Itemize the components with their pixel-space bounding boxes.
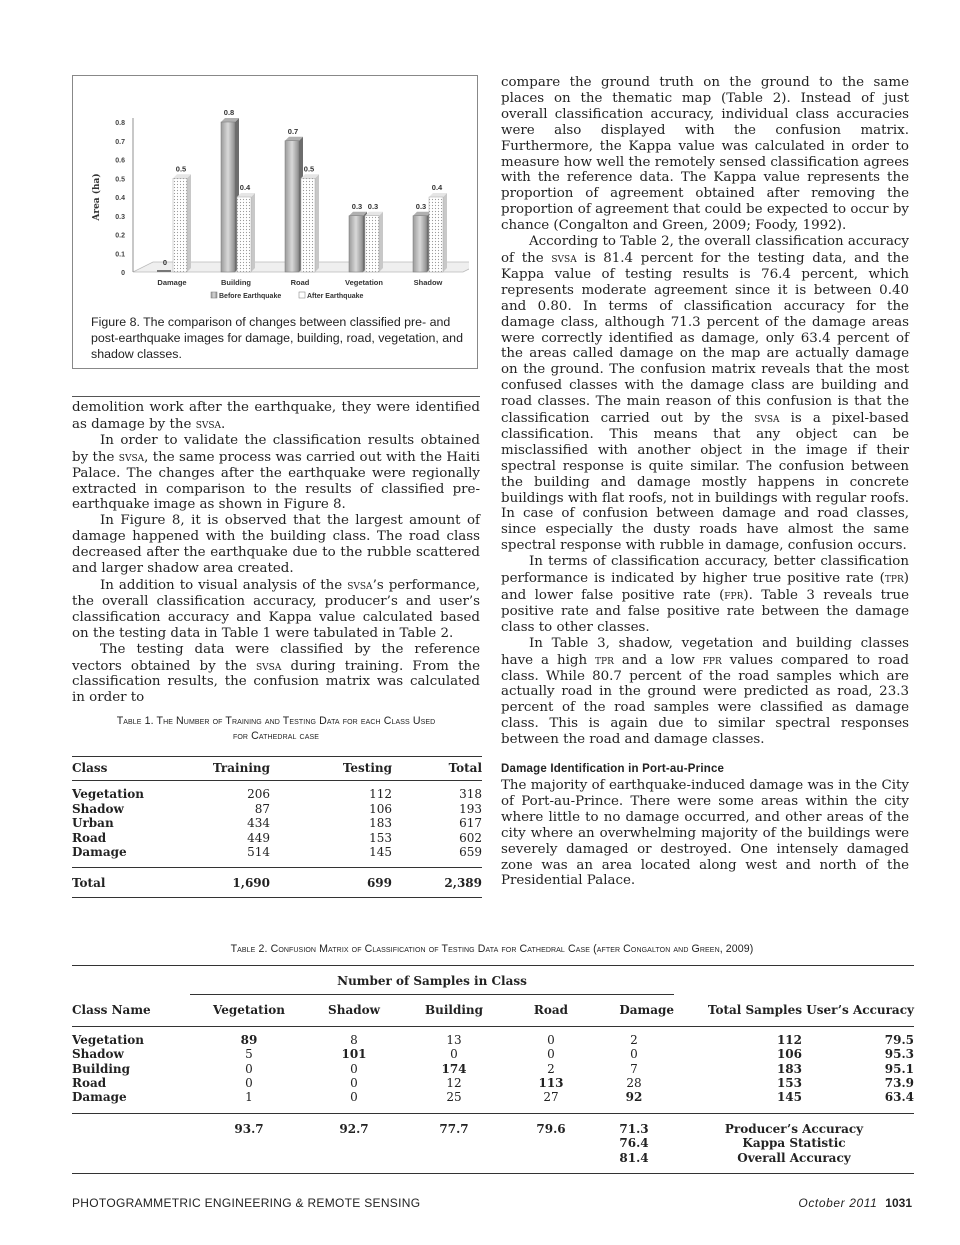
table-cell: 92 <box>625 1090 643 1105</box>
bar <box>413 216 427 272</box>
table-cell: 174 <box>441 1061 467 1076</box>
paragraph: In Figure 8, it is observed that the largest amount of damage happened with the building class. The road class decreased after the earthquake due to the rubble scattered and larger shadow area created. <box>72 513 480 577</box>
table-cell <box>400 1136 508 1150</box>
table-row <box>72 831 482 845</box>
table-row <box>72 802 482 816</box>
table-row <box>72 1047 914 1061</box>
table-cell: 12 <box>446 1076 462 1091</box>
bar-side <box>443 193 447 272</box>
table-cell: Damage <box>72 845 127 860</box>
bar <box>221 122 235 272</box>
table-header: Shadow <box>328 1003 380 1018</box>
table-cell: 112 <box>776 1032 802 1047</box>
paragraph: According to Table 2, the overall classification accuracy of the svsa is 81.4 percent for the testing data, and the Kappa value of testing results is 76.4 percent, which represents moderate agreement since it is between 0.40 and 0.80. In terms of classification accuracy for the damage class, although 71.3 percent of the damage areas were correctly identified as damage, only 63.4 percent of the areas called damage on the map are actually damage on the ground. The confusion matrix reveals that the most confused classes with the damage class are building and road classes. The main reason of this confusion is that the classification carried out by the svsa is a pixel-based classification. This means that any object can be misclassified with another object in the image if their spectral response is quite similar. The confusion between the building and damage mostly happens in concrete buildings with flat roofs, not in buildings with regular roofs. In case of confusion between damage and road classes, since especially the dusty roads have almost the same spectral response with rubble in damage, confusion occurs. <box>501 234 909 554</box>
table-cell: Shadow <box>72 1047 124 1062</box>
table-cell: 95.1 <box>884 1061 914 1076</box>
table-header: Damage <box>619 1003 674 1018</box>
table-cell: 7 <box>630 1061 638 1076</box>
table-cell: 81.4 <box>619 1150 649 1165</box>
paragraph: The testing data were classified by the reference vectors obtained by the svsa during training. From the classification results, the confusion matrix was calculated in order to <box>72 641 480 706</box>
table-cell: 79.6 <box>536 1121 566 1136</box>
table-cell: 92.7 <box>339 1121 369 1136</box>
table-cell: 617 <box>459 816 482 831</box>
table-cell <box>308 1151 400 1174</box>
table-cell <box>508 1136 594 1150</box>
table2-body <box>72 1026 914 1173</box>
table1-caption: Table 1. The Number of Training and Testing Data for each Class Used for Cathedral case <box>116 715 436 742</box>
table-cell: 77.7 <box>439 1121 469 1136</box>
table-cell <box>72 1136 190 1150</box>
table-cell: 2 <box>630 1032 638 1047</box>
data-label: 0.3 <box>415 201 427 211</box>
table-cell: 73.9 <box>884 1076 914 1091</box>
paragraph: demolition work after the earthquake, they were identified as damage by the svsa. <box>72 400 480 432</box>
table-header: Vegetation <box>212 1003 286 1018</box>
table-cell: Urban <box>72 816 114 831</box>
table-cell: 514 <box>247 845 270 860</box>
table-cell: 449 <box>247 830 270 845</box>
table-cell <box>400 1151 508 1174</box>
table-cell: 1 <box>245 1090 253 1105</box>
table-cell: 106 <box>369 801 392 816</box>
bar <box>237 197 251 272</box>
data-label: 0.8 <box>223 108 235 117</box>
table-cell <box>72 1151 190 1174</box>
bar-side <box>187 174 191 272</box>
table-cell: Road <box>72 1076 107 1091</box>
table-row <box>72 1026 914 1047</box>
paragraph: In order to validate the classification results obtained by the svsa, the same process was carried out with the Haiti Palace. The changes after the earthquake were regionally extracted in comparison to the results of classified pre-earthquake image as shown in Figure 8. <box>72 432 480 513</box>
bar-side <box>251 193 255 272</box>
table-cell: Kappa Statistic <box>742 1136 846 1151</box>
overall-row <box>72 1151 914 1174</box>
y-axis-label: Area (ha) <box>92 173 102 221</box>
table-cell: 145 <box>776 1090 802 1105</box>
table-cell: Vegetation <box>72 1032 145 1047</box>
table-cell: 101 <box>341 1047 367 1062</box>
table-row <box>72 781 482 802</box>
table-cell: 145 <box>369 845 392 860</box>
y-tick-label: 0.8 <box>115 120 125 127</box>
footer-page-info <box>798 1196 912 1210</box>
category-label: Building <box>221 278 251 287</box>
paragraph: In Table 3, shadow, vegetation and building classes have a high tpr and a low fpr values compared to road class. While 80.7 percent of the road samples which are actually road in the ground were predicted as road, 23.3 percent of the road samples were classified as damage class. This is again due to similar spectral responses between the road and damage classes. <box>501 635 910 748</box>
producer-row <box>72 1113 914 1136</box>
table-header: Road <box>533 1003 569 1018</box>
data-label: 0.7 <box>287 126 299 136</box>
bar-side <box>315 174 319 272</box>
table-cell: 206 <box>247 787 270 802</box>
table-row <box>72 816 482 830</box>
table-header: User’s Accuracy <box>806 1003 914 1018</box>
table-cell: 183 <box>369 816 392 831</box>
table-cell: 112 <box>369 787 392 802</box>
category-label: Damage <box>157 278 187 287</box>
table-cell: 79.5 <box>884 1032 914 1047</box>
data-label: 0.3 <box>367 201 379 211</box>
figure-caption: Figure 8. The comparison of changes between classified pre- and post-earthquake images for damage, building, road, vegetation, and shadow classes. <box>91 315 463 361</box>
category-label: Shadow <box>413 278 443 287</box>
bar <box>365 216 379 272</box>
table-cell: 106 <box>776 1047 802 1062</box>
table-cell <box>508 1151 594 1174</box>
paragraph: The majority of earthquake-induced damage was in the City of Port-au-Prince. There were some areas within the city where little to no damage occurred, and other areas of the city where an overwhelming majority of the buildings were severely damaged or destroyed. One intensely damaged zone was an area located along west and north of the Presidential Palace. <box>501 777 909 889</box>
table1-body <box>72 781 482 897</box>
bar-chart <box>83 84 469 309</box>
y-tick-label: 0.3 <box>115 213 125 221</box>
table-header: Total Samples <box>707 1003 802 1018</box>
table-cell <box>190 1151 308 1174</box>
table-cell: 89 <box>240 1032 258 1047</box>
kappa-row <box>72 1136 914 1150</box>
table-cell: 434 <box>247 816 270 831</box>
table2 <box>72 965 914 1174</box>
table-cell: 153 <box>369 830 392 845</box>
table-cell: 0 <box>350 1090 358 1105</box>
y-tick-label: 0.2 <box>115 232 125 240</box>
left-column <box>72 75 482 891</box>
table-cell: Vegetation <box>72 787 145 802</box>
legend-label-after: After Earthquake <box>307 293 364 300</box>
table-cell: 0 <box>350 1076 358 1091</box>
bar <box>429 197 443 272</box>
table-cell: 602 <box>459 830 482 845</box>
table-cell: Producer’s Accuracy <box>724 1121 864 1136</box>
table-cell: Road <box>72 830 107 845</box>
bar <box>157 270 171 272</box>
table-cell: 2 <box>547 1061 555 1076</box>
page-number: 1031 <box>885 1196 912 1210</box>
data-label: 0.3 <box>351 201 363 211</box>
legend-swatch-after <box>299 292 305 298</box>
paragraph: In addition to visual analysis of the svsa’s performance, the overall classification accuracy, producer’s and user’s classification accuracy and Kappa value calculated based on the testing data in Table 1 were tabulated in Table 2. <box>72 576 481 641</box>
y-tick-label: 0.4 <box>115 195 125 202</box>
footer-date: October 2011 <box>798 1196 878 1210</box>
table-cell: 0 <box>350 1061 358 1076</box>
table-cell: Total <box>72 876 106 891</box>
footer-journal: PHOTOGRAMMETRIC ENGINEERING & REMOTE SENSING <box>72 1196 421 1210</box>
table-cell: 0 <box>450 1047 458 1062</box>
y-tick-label: 0.1 <box>115 251 125 259</box>
legend-label-before: Before Earthquake <box>219 293 282 300</box>
table-cell: 113 <box>538 1076 564 1091</box>
table-header: Building <box>424 1003 484 1018</box>
section-heading: Damage Identification in Port-au-Prince <box>501 763 725 776</box>
table-header: Training <box>212 761 270 775</box>
bar <box>301 178 315 272</box>
table-header: Class <box>72 761 108 775</box>
table2-caption: Table 2. Confusion Matrix of Classification of Testing Data for Cathedral Case (after Congalton and Green, 2009) <box>230 943 754 955</box>
table-row <box>72 845 482 868</box>
right-column <box>501 75 909 889</box>
category-label: Vegetation <box>345 278 383 287</box>
table-cell: 93.7 <box>234 1121 264 1136</box>
table-cell: 71.3 <box>619 1121 649 1136</box>
table-cell: 28 <box>626 1076 642 1091</box>
table-cell: Shadow <box>72 801 124 816</box>
table-cell: 2,389 <box>444 876 482 891</box>
table-total-row <box>72 868 482 897</box>
table-cell: 25 <box>446 1090 462 1105</box>
table-cell: 153 <box>776 1076 802 1091</box>
table-cell: 95.3 <box>884 1047 914 1062</box>
bar-side <box>379 212 383 272</box>
table-cell: 0 <box>547 1047 555 1062</box>
table-header: Testing <box>342 761 392 775</box>
y-tick-label: 0.5 <box>115 176 125 184</box>
group-header: Number of Samples in Class <box>190 966 674 995</box>
figure-8 <box>72 75 478 369</box>
table-row <box>72 1090 914 1113</box>
bar <box>285 141 299 272</box>
table-cell: 0 <box>630 1047 638 1062</box>
paragraph: In terms of classification accuracy, better classification performance is indicated by higher true positive rate (tpr) and lower false positive rate (fpr). Table 3 reveals true positive rate and false positive rate between the damage class to other classes. <box>501 554 909 635</box>
table-cell <box>190 1136 308 1150</box>
y-tick-label: 0.7 <box>115 138 125 146</box>
table-cell: 27 <box>543 1090 559 1105</box>
table-cell: 318 <box>459 787 482 802</box>
table-cell: 0 <box>245 1061 253 1076</box>
table-cell: 8 <box>350 1032 358 1047</box>
table-cell: 193 <box>459 801 482 816</box>
data-label: 0.4 <box>239 183 251 192</box>
table-cell: 13 <box>446 1032 462 1047</box>
table-cell: Overall Accuracy <box>737 1150 851 1165</box>
table-cell: Building <box>72 1061 131 1076</box>
data-label: 0.5 <box>175 164 187 174</box>
table-cell <box>308 1136 400 1150</box>
table-cell <box>72 1113 190 1136</box>
table-header: Total <box>448 761 482 775</box>
table-cell: 0 <box>245 1076 253 1091</box>
table-cell: 699 <box>366 876 392 891</box>
table-cell: 76.4 <box>619 1136 649 1151</box>
table-cell: 63.4 <box>884 1090 914 1105</box>
data-label: 0.5 <box>303 164 315 174</box>
table-cell: 0 <box>547 1032 555 1047</box>
table-cell: 183 <box>776 1061 802 1076</box>
figure-rule <box>72 396 480 397</box>
left-body-text <box>72 400 480 706</box>
table-cell: 87 <box>254 801 270 816</box>
y-tick-label: 0.6 <box>115 157 125 165</box>
table-row <box>72 1062 914 1076</box>
table-cell: Damage <box>72 1090 127 1105</box>
legend-swatch-before <box>211 292 217 298</box>
table-cell: 5 <box>245 1047 253 1062</box>
table-row <box>72 1076 914 1090</box>
bar <box>173 178 187 272</box>
y-tick-label: 0 <box>121 270 125 277</box>
table-header: Class Name <box>72 1003 151 1018</box>
table-cell: 1,690 <box>232 876 270 891</box>
category-label: Road <box>290 278 310 287</box>
table1 <box>72 756 482 898</box>
paragraph: compare the ground truth on the ground to the same places on the thematic map (Table 2). Instead of just overall classification accuracy, individual class accuracies were also displayed with the confusion matrix. Furthermore, the Kappa value was calculated in order to measure how well the remotely sensed classification agrees with the reference data. The Kappa value represents the proportion of agreement obtained after removing the proportion of agreement that could be expected to occur by chance (Congalton and Green, 2009; Foody, 1992). <box>501 75 909 234</box>
table-cell: 659 <box>459 845 482 860</box>
data-label: 0.4 <box>431 183 443 192</box>
data-label: 0 <box>162 258 168 267</box>
bar <box>349 216 363 272</box>
